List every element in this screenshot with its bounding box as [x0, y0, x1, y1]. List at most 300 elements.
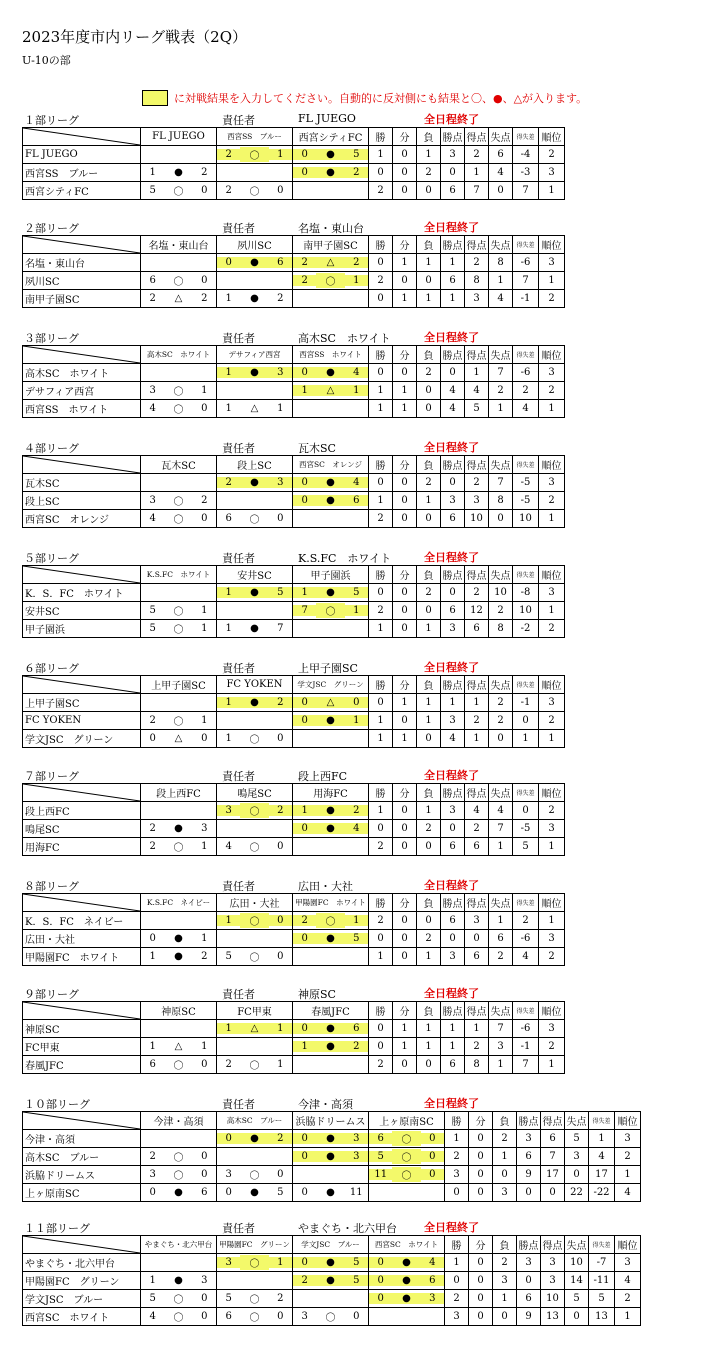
stat-header: 負 — [417, 784, 441, 802]
table-row — [23, 382, 565, 400]
stat-cell: 13 — [541, 1308, 565, 1326]
stat-cell: 3 — [445, 1166, 469, 1184]
stat-cell: 1 — [369, 712, 393, 730]
stat-cell: 2 — [615, 1148, 641, 1166]
row-team-name: 段上SC — [23, 492, 141, 510]
match-score — [141, 1272, 216, 1289]
column-team-header: FC YOKEN — [217, 676, 293, 694]
league-block — [22, 766, 577, 856]
column-team-header: 高木SC ホワイト — [141, 346, 217, 364]
result-symbol: △ — [316, 257, 344, 268]
league-block — [22, 984, 577, 1074]
stat-header: 負 — [417, 346, 441, 364]
match-result-cell — [141, 712, 217, 730]
responsible-team: 瓦木SC — [298, 442, 336, 455]
match-result-cell[interactable] — [293, 712, 369, 730]
stat-cell: 3 — [441, 712, 465, 730]
result-symbol: 〇 — [249, 735, 260, 746]
match-result-cell[interactable] — [369, 1290, 445, 1308]
league-block — [22, 658, 577, 748]
result-symbol: 〇 — [316, 913, 344, 928]
match-score — [141, 164, 216, 181]
stat-cell: 2 — [539, 382, 565, 400]
match-result-cell[interactable] — [293, 802, 369, 820]
score-for: 0 — [217, 1133, 240, 1144]
stat-cell: 0 — [417, 382, 441, 400]
match-result-cell — [141, 1148, 217, 1166]
stat-cell: 3 — [465, 912, 489, 930]
diagonal-line — [23, 456, 140, 473]
result-symbol: ● — [392, 1257, 420, 1268]
match-result-cell[interactable] — [217, 694, 293, 712]
stat-header: 失点 — [565, 1112, 589, 1130]
match-result-cell[interactable] — [217, 584, 293, 602]
stat-cell: 7 — [489, 474, 513, 492]
result-symbol: ● — [316, 367, 344, 378]
score-against: 4 — [345, 477, 368, 488]
stat-cell: 4 — [441, 400, 465, 418]
row-team-name: 夙川SC — [23, 272, 141, 290]
league-header — [22, 548, 577, 565]
self-match-cell — [217, 1148, 293, 1166]
score-against: 0 — [277, 733, 284, 744]
stat-cell: 1 — [417, 948, 441, 966]
result-symbol: 〇 — [173, 1171, 184, 1182]
match-result-cell[interactable] — [369, 1166, 445, 1184]
league-table — [22, 127, 565, 200]
stat-header: 負 — [417, 1002, 441, 1020]
match-result-cell — [293, 1308, 369, 1326]
score-against: 0 — [277, 1311, 284, 1322]
score-against: 1 — [345, 275, 368, 286]
match-result-cell[interactable] — [217, 146, 293, 164]
stat-cell: 3 — [539, 930, 565, 948]
table-row — [23, 930, 565, 948]
row-team-name: 広田・大社 — [23, 930, 141, 948]
match-result-cell[interactable] — [293, 820, 369, 838]
match-result-cell — [141, 164, 217, 182]
score-for: 1 — [225, 733, 232, 744]
match-result-cell[interactable] — [293, 602, 369, 620]
result-symbol: ● — [316, 1023, 344, 1034]
match-result-cell[interactable] — [217, 1020, 293, 1038]
stat-cell: 6 — [441, 838, 465, 856]
stat-cell: 6 — [441, 1056, 465, 1074]
match-score — [293, 712, 368, 729]
stat-cell: 1 — [441, 290, 465, 308]
match-result-cell[interactable] — [293, 1038, 369, 1056]
match-result-cell[interactable] — [293, 1148, 369, 1166]
stat-cell: 1 — [393, 382, 417, 400]
match-result-cell[interactable] — [369, 1254, 445, 1272]
responsible-label: 責任者 — [222, 552, 255, 565]
result-symbol: ● — [250, 623, 259, 634]
score-against: 1 — [277, 1059, 284, 1070]
league-table — [22, 455, 565, 528]
match-result-cell — [141, 948, 217, 966]
corner-cell — [23, 1236, 141, 1254]
diagonal-line — [23, 128, 140, 145]
column-team-header: 段上SC — [217, 456, 293, 474]
self-match-cell — [293, 290, 369, 308]
result-symbol: △ — [174, 733, 183, 744]
score-for: 1 — [225, 623, 232, 634]
result-symbol: ● — [392, 1275, 420, 1286]
stat-header: 得点 — [465, 784, 489, 802]
header-row — [23, 1002, 565, 1020]
status-label: 全日程終了 — [424, 113, 479, 126]
match-result-cell[interactable] — [293, 1020, 369, 1038]
match-result-cell[interactable] — [293, 146, 369, 164]
match-result-cell — [217, 948, 293, 966]
result-symbol: 〇 — [240, 913, 268, 928]
score-for: 1 — [149, 167, 156, 178]
result-symbol: 〇 — [249, 1313, 260, 1324]
score-against: 2 — [269, 1133, 292, 1144]
row-team-name: K．S．FC ホワイト — [23, 584, 141, 602]
result-symbol: ● — [316, 477, 344, 488]
stat-cell: 1 — [441, 1020, 465, 1038]
stat-cell: 3 — [615, 1130, 641, 1148]
stat-cell: 2 — [445, 1148, 469, 1166]
match-score — [217, 1254, 292, 1271]
score-against: 2 — [201, 293, 208, 304]
stat-cell: 3 — [539, 364, 565, 382]
score-against: 5 — [345, 933, 368, 944]
match-result-cell[interactable] — [217, 364, 293, 382]
score-for: 0 — [293, 367, 316, 378]
league-name: ９部リーグ — [24, 988, 79, 1001]
stat-cell: 1 — [369, 400, 393, 418]
match-result-cell[interactable] — [217, 802, 293, 820]
stat-cell: 6 — [465, 620, 489, 638]
stat-cell: 4 — [589, 1148, 615, 1166]
header-row — [23, 894, 565, 912]
match-score — [217, 146, 292, 163]
status-label: 全日程終了 — [424, 551, 479, 564]
stat-cell: 9 — [517, 1166, 541, 1184]
match-result-cell[interactable] — [293, 364, 369, 382]
column-team-header: K.S.FC ネイビー — [141, 894, 217, 912]
stat-cell: -5 — [513, 492, 539, 510]
match-score — [141, 620, 216, 637]
table-row — [23, 602, 565, 620]
stat-cell: 6 — [517, 1290, 541, 1308]
stat-cell: 10 — [565, 1254, 589, 1272]
score-for: 1 — [293, 587, 316, 598]
stat-header: 得失差 — [513, 236, 539, 254]
match-result-cell[interactable] — [369, 1148, 445, 1166]
stat-cell: 7 — [513, 182, 539, 200]
responsible-label: 責任者 — [222, 988, 255, 1001]
column-team-header: 西宮SC オレンジ — [293, 456, 369, 474]
row-team-name: デサフィア西宮 — [23, 382, 141, 400]
stat-cell: 0 — [469, 1130, 493, 1148]
stat-cell: 7 — [465, 182, 489, 200]
score-against: 1 — [345, 715, 368, 726]
score-against: 2 — [345, 167, 368, 178]
stat-header: 失点 — [489, 676, 513, 694]
league-block — [22, 1094, 662, 1202]
match-score — [369, 1290, 444, 1307]
result-symbol: 〇 — [173, 1313, 184, 1324]
stat-cell: 2 — [615, 1290, 641, 1308]
stat-cell: 0 — [393, 838, 417, 856]
stat-cell: 8 — [489, 254, 513, 272]
match-score — [217, 620, 292, 637]
match-score — [293, 1038, 368, 1055]
stat-header: 順位 — [539, 676, 565, 694]
match-score — [217, 510, 292, 527]
stat-cell: 4 — [465, 382, 489, 400]
match-result-cell[interactable] — [293, 694, 369, 712]
row-team-name: 甲陽園FC ホワイト — [23, 948, 141, 966]
column-team-header: デサフィア西宮 — [217, 346, 293, 364]
match-score — [369, 1148, 444, 1165]
score-against: 2 — [269, 805, 292, 816]
diagonal-line — [23, 1236, 140, 1253]
stat-cell: 0 — [441, 820, 465, 838]
stat-header: 失点 — [489, 566, 513, 584]
stat-cell: 0 — [393, 948, 417, 966]
stat-cell: 0 — [393, 164, 417, 182]
table-row — [23, 1184, 641, 1202]
result-symbol: 〇 — [173, 277, 184, 288]
score-for: 0 — [293, 1257, 316, 1268]
self-match-cell — [217, 820, 293, 838]
score-against: 1 — [269, 149, 292, 160]
stat-cell: 0 — [393, 364, 417, 382]
status-label: 全日程終了 — [424, 769, 479, 782]
stat-header: 得点 — [541, 1112, 565, 1130]
match-result-cell — [141, 838, 217, 856]
stat-cell: 6 — [465, 838, 489, 856]
league-header — [22, 658, 577, 675]
match-result-cell[interactable] — [217, 1130, 293, 1148]
result-symbol: 〇 — [173, 625, 184, 636]
result-symbol: 〇 — [173, 1061, 184, 1072]
score-against: 11 — [349, 1187, 363, 1198]
score-for: 1 — [225, 403, 232, 414]
league-header — [22, 876, 577, 893]
result-symbol: 〇 — [249, 1171, 260, 1182]
score-for: 2 — [225, 185, 232, 196]
match-result-cell[interactable] — [293, 584, 369, 602]
score-against: 5 — [345, 149, 368, 160]
score-against: 3 — [345, 1151, 368, 1162]
stat-cell: 5 — [589, 1290, 615, 1308]
stat-cell: 1 — [489, 838, 513, 856]
match-result-cell[interactable] — [217, 474, 293, 492]
stat-cell: 5 — [465, 400, 489, 418]
stat-header: 順位 — [615, 1236, 641, 1254]
stat-header: 得点 — [465, 566, 489, 584]
row-team-name: 南甲子園SC — [23, 290, 141, 308]
status-label: 全日程終了 — [424, 1221, 479, 1234]
score-for: 4 — [149, 403, 156, 414]
score-for: 6 — [149, 275, 156, 286]
match-result-cell[interactable] — [293, 382, 369, 400]
stat-cell: 1 — [417, 1020, 441, 1038]
column-team-header: 名塩・東山台 — [141, 236, 217, 254]
result-symbol: 〇 — [249, 953, 260, 964]
match-score — [293, 584, 368, 601]
score-against: 1 — [201, 1041, 208, 1052]
match-result-cell — [217, 400, 293, 418]
row-team-name: 西宮SS ブルー — [23, 164, 141, 182]
result-symbol: 〇 — [316, 273, 344, 288]
self-match-cell — [293, 838, 369, 856]
stat-cell: 0 — [469, 1272, 493, 1290]
match-result-cell — [217, 730, 293, 748]
match-result-cell[interactable] — [293, 474, 369, 492]
column-team-header: FL JUEGO — [141, 128, 217, 146]
match-result-cell[interactable] — [293, 164, 369, 182]
stat-cell: 0 — [465, 930, 489, 948]
table-row — [23, 1020, 565, 1038]
result-symbol: 〇 — [240, 803, 268, 818]
stat-cell: 2 — [369, 272, 393, 290]
match-result-cell — [293, 1184, 369, 1202]
table-row — [23, 474, 565, 492]
match-result-cell[interactable] — [217, 1254, 293, 1272]
header-row — [23, 676, 565, 694]
stat-header: 得失差 — [513, 784, 539, 802]
stat-cell: 2 — [465, 146, 489, 164]
stat-header: 得失差 — [513, 566, 539, 584]
league-name: ４部リーグ — [24, 442, 79, 455]
stat-cell: 0 — [369, 1038, 393, 1056]
match-result-cell — [141, 492, 217, 510]
match-result-cell[interactable] — [293, 930, 369, 948]
stat-cell: 0 — [417, 730, 441, 748]
match-result-cell[interactable] — [293, 492, 369, 510]
score-against: 1 — [201, 385, 208, 396]
responsible-label: 責任者 — [222, 1222, 255, 1235]
row-team-name: やまぐち・北六甲台 — [23, 1254, 141, 1272]
match-result-cell — [141, 602, 217, 620]
stat-cell: 2 — [369, 912, 393, 930]
stat-cell: 1 — [465, 730, 489, 748]
stat-cell: 0 — [513, 802, 539, 820]
match-result-cell[interactable] — [217, 254, 293, 272]
match-result-cell[interactable] — [293, 272, 369, 290]
score-against: 2 — [277, 293, 284, 304]
match-result-cell[interactable] — [217, 912, 293, 930]
match-result-cell[interactable] — [293, 1130, 369, 1148]
league-name: ５部リーグ — [24, 552, 79, 565]
score-against: 2 — [345, 257, 368, 268]
score-against: 1 — [269, 1257, 292, 1268]
result-symbol: 〇 — [249, 515, 260, 526]
result-symbol: 〇 — [173, 405, 184, 416]
score-for: 6 — [149, 1059, 156, 1070]
stat-cell: 4 — [513, 948, 539, 966]
self-match-cell — [217, 272, 293, 290]
column-team-header: 西宮SC ホワイト — [369, 1236, 445, 1254]
match-score — [141, 1166, 216, 1183]
match-result-cell[interactable] — [293, 254, 369, 272]
match-result-cell — [141, 1184, 217, 1202]
stat-cell: 2 — [417, 820, 441, 838]
stat-header: 失点 — [565, 1236, 589, 1254]
result-symbol: ● — [316, 715, 344, 726]
score-for: 1 — [149, 1041, 156, 1052]
match-score — [217, 1056, 292, 1073]
match-result-cell — [141, 930, 217, 948]
league-header — [22, 328, 577, 345]
self-match-cell — [293, 1166, 369, 1184]
stat-cell: -3 — [513, 164, 539, 182]
row-team-name: 西宮SC オレンジ — [23, 510, 141, 528]
stat-header: 勝点 — [441, 1002, 465, 1020]
match-result-cell — [141, 730, 217, 748]
league-table — [22, 345, 565, 418]
score-for: 1 — [217, 697, 240, 708]
stat-cell: 2 — [489, 694, 513, 712]
stat-cell: -2 — [513, 620, 539, 638]
stat-cell: 0 — [393, 712, 417, 730]
stat-cell: 0 — [393, 146, 417, 164]
match-result-cell[interactable] — [369, 1130, 445, 1148]
match-result-cell[interactable] — [293, 912, 369, 930]
instruction-text: に対戦結果を入力してください。自動的に反対側にも結果と〇、●、△が入ります。 — [174, 92, 588, 105]
responsible-team: 神原SC — [298, 988, 336, 1001]
table-row — [23, 948, 565, 966]
result-symbol: ● — [316, 1275, 344, 1286]
input-instruction — [142, 90, 587, 106]
score-against: 4 — [345, 367, 368, 378]
stat-cell: 1 — [393, 290, 417, 308]
self-match-cell — [217, 712, 293, 730]
stat-cell: 1 — [417, 694, 441, 712]
match-result-cell — [217, 1184, 293, 1202]
stat-cell: 1 — [465, 164, 489, 182]
stat-cell: 1 — [493, 1290, 517, 1308]
diagonal-line — [23, 1112, 140, 1129]
stat-cell: 3 — [539, 820, 565, 838]
result-symbol: 〇 — [249, 1295, 260, 1306]
stat-cell: 1 — [539, 182, 565, 200]
result-symbol: ● — [240, 1133, 268, 1144]
result-symbol: △ — [316, 697, 344, 708]
match-score — [217, 1020, 292, 1037]
stat-cell: 1 — [417, 492, 441, 510]
row-team-name: 甲陽園FC グリーン — [23, 1272, 141, 1290]
column-team-header: 甲陽園FC グリーン — [217, 1236, 293, 1254]
score-for: 0 — [293, 149, 316, 160]
score-for: 3 — [225, 1169, 232, 1180]
self-match-cell — [293, 1056, 369, 1074]
result-symbol: 〇 — [173, 515, 184, 526]
match-result-cell[interactable] — [369, 1272, 445, 1290]
stat-cell: 10 — [513, 602, 539, 620]
league-header — [22, 1094, 662, 1111]
stat-cell: 0 — [417, 182, 441, 200]
stat-cell: 6 — [441, 182, 465, 200]
stat-cell: 1 — [417, 146, 441, 164]
row-team-name: 西宮SS ホワイト — [23, 400, 141, 418]
responsible-team: 上甲子園SC — [298, 662, 358, 675]
row-team-name: 高木SC ホワイト — [23, 364, 141, 382]
score-against: 0 — [421, 1151, 444, 1162]
stat-header: 得点 — [465, 1002, 489, 1020]
stat-header: 負 — [417, 456, 441, 474]
match-result-cell[interactable] — [293, 1254, 369, 1272]
match-result-cell[interactable] — [293, 1272, 369, 1290]
stat-header: 勝点 — [441, 894, 465, 912]
score-for: 5 — [149, 1293, 156, 1304]
